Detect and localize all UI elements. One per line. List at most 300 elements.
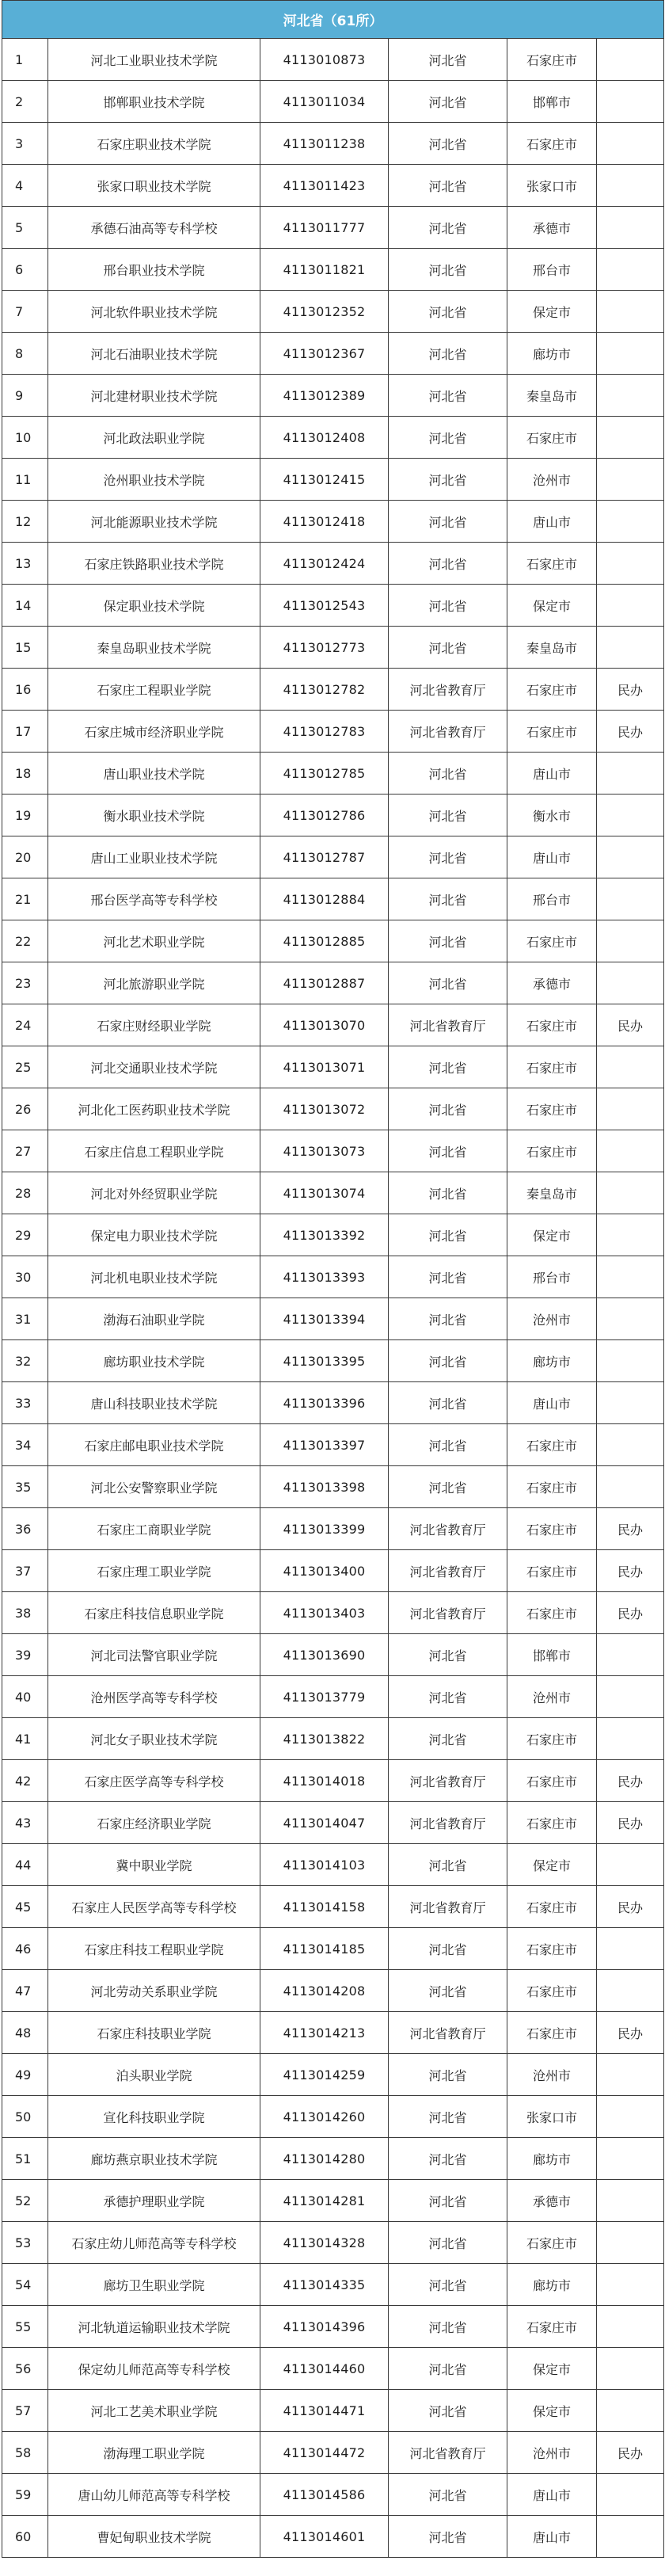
row-number: 54 xyxy=(2,2264,48,2306)
school-name: 石家庄财经职业学院 xyxy=(48,1004,260,1046)
school-code: 4113014471 xyxy=(260,2390,389,2432)
school-code: 4113012415 xyxy=(260,459,389,501)
city: 石家庄市 xyxy=(507,1970,597,2012)
school-code: 4113012884 xyxy=(260,878,389,920)
table-row xyxy=(2,1046,664,1088)
school-name: 邢台职业技术学院 xyxy=(48,249,260,291)
table-row xyxy=(2,375,664,417)
note xyxy=(597,543,664,585)
row-number: 20 xyxy=(2,836,48,878)
city: 保定市 xyxy=(507,585,597,627)
note: 民办 xyxy=(597,1760,664,1802)
city: 唐山市 xyxy=(507,501,597,543)
city: 石家庄市 xyxy=(507,39,597,81)
note xyxy=(597,165,664,207)
school-name: 河北艺术职业学院 xyxy=(48,920,260,962)
city: 石家庄市 xyxy=(507,2306,597,2348)
row-number: 41 xyxy=(2,1718,48,1760)
note xyxy=(597,2222,664,2264)
school-name: 石家庄理工职业学院 xyxy=(48,1550,260,1592)
school-code: 4113011238 xyxy=(260,123,389,165)
authority: 河北省 xyxy=(389,165,507,207)
note xyxy=(597,1298,664,1340)
table-row xyxy=(2,1088,664,1130)
note xyxy=(597,1928,664,1970)
row-number: 1 xyxy=(2,39,48,81)
row-number: 22 xyxy=(2,920,48,962)
table-row xyxy=(2,249,664,291)
city: 邢台市 xyxy=(507,249,597,291)
table-row xyxy=(2,501,664,543)
authority: 河北省 xyxy=(389,2474,507,2516)
table-row xyxy=(2,2180,664,2222)
city: 唐山市 xyxy=(507,836,597,878)
table-row xyxy=(2,165,664,207)
note xyxy=(597,1256,664,1298)
row-number: 40 xyxy=(2,1676,48,1718)
city: 唐山市 xyxy=(507,1382,597,1424)
authority: 河北省 xyxy=(389,2138,507,2180)
school-name: 沧州职业技术学院 xyxy=(48,459,260,501)
row-number: 49 xyxy=(2,2054,48,2096)
school-name: 承德护理职业学院 xyxy=(48,2180,260,2222)
table-row xyxy=(2,1004,664,1046)
authority: 河北省 xyxy=(389,1172,507,1214)
authority: 河北省教育厅 xyxy=(389,1760,507,1802)
note: 民办 xyxy=(597,711,664,753)
school-name: 河北软件职业技术学院 xyxy=(48,291,260,333)
city: 张家口市 xyxy=(507,2096,597,2138)
row-number: 16 xyxy=(2,669,48,711)
authority: 河北省 xyxy=(389,1466,507,1508)
authority: 河北省教育厅 xyxy=(389,2432,507,2474)
city: 邯郸市 xyxy=(507,1634,597,1676)
row-number: 12 xyxy=(2,501,48,543)
note xyxy=(597,501,664,543)
table-row xyxy=(2,1886,664,1928)
city: 沧州市 xyxy=(507,459,597,501)
note xyxy=(597,1844,664,1886)
school-name: 石家庄铁路职业技术学院 xyxy=(48,543,260,585)
authority: 河北省 xyxy=(389,1970,507,2012)
authority: 河北省 xyxy=(389,2306,507,2348)
note: 民办 xyxy=(597,1508,664,1550)
note xyxy=(597,920,664,962)
note xyxy=(597,962,664,1004)
city: 秦皇岛市 xyxy=(507,1172,597,1214)
row-number: 14 xyxy=(2,585,48,627)
table-row xyxy=(2,1172,664,1214)
school-name: 河北工艺美术职业学院 xyxy=(48,2390,260,2432)
school-code: 4113014460 xyxy=(260,2348,389,2390)
table-row xyxy=(2,459,664,501)
school-code: 4113014328 xyxy=(260,2222,389,2264)
school-code: 4113014185 xyxy=(260,1928,389,1970)
table-row xyxy=(2,39,664,81)
row-number: 37 xyxy=(2,1550,48,1592)
table-title-row xyxy=(2,1,664,39)
note xyxy=(597,2516,664,2558)
row-number: 27 xyxy=(2,1130,48,1172)
city: 廊坊市 xyxy=(507,2264,597,2306)
authority: 河北省 xyxy=(389,2096,507,2138)
note: 民办 xyxy=(597,1004,664,1046)
row-number: 58 xyxy=(2,2432,48,2474)
note xyxy=(597,1046,664,1088)
school-code: 4113014103 xyxy=(260,1844,389,1886)
authority: 河北省 xyxy=(389,1088,507,1130)
school-code: 4113012787 xyxy=(260,836,389,878)
universities-table-container xyxy=(2,0,663,2558)
school-name: 廊坊职业技术学院 xyxy=(48,1340,260,1382)
note xyxy=(597,2474,664,2516)
city: 石家庄市 xyxy=(507,1466,597,1508)
table-row xyxy=(2,1550,664,1592)
row-number: 19 xyxy=(2,795,48,836)
city: 唐山市 xyxy=(507,2516,597,2558)
row-number: 43 xyxy=(2,1802,48,1844)
city: 保定市 xyxy=(507,2390,597,2432)
table-row xyxy=(2,2012,664,2054)
school-code: 4113012408 xyxy=(260,417,389,459)
note: 民办 xyxy=(597,669,664,711)
row-number: 47 xyxy=(2,1970,48,2012)
note xyxy=(597,753,664,795)
authority: 河北省 xyxy=(389,543,507,585)
school-name: 河北女子职业技术学院 xyxy=(48,1718,260,1760)
school-name: 河北司法警官职业学院 xyxy=(48,1634,260,1676)
city: 邯郸市 xyxy=(507,81,597,123)
table-row xyxy=(2,1802,664,1844)
note xyxy=(597,2390,664,2432)
authority: 河北省 xyxy=(389,207,507,249)
city: 邢台市 xyxy=(507,878,597,920)
table-row xyxy=(2,585,664,627)
table-row xyxy=(2,1298,664,1340)
note xyxy=(597,1172,664,1214)
authority: 河北省 xyxy=(389,962,507,1004)
note: 民办 xyxy=(597,1802,664,1844)
authority: 河北省 xyxy=(389,459,507,501)
row-number: 36 xyxy=(2,1508,48,1550)
school-name: 河北政法职业学院 xyxy=(48,417,260,459)
school-code: 4113014208 xyxy=(260,1970,389,2012)
city: 唐山市 xyxy=(507,2474,597,2516)
school-code: 4113013395 xyxy=(260,1340,389,1382)
authority: 河北省 xyxy=(389,333,507,375)
row-number: 30 xyxy=(2,1256,48,1298)
school-name: 衡水职业技术学院 xyxy=(48,795,260,836)
row-number: 11 xyxy=(2,459,48,501)
authority: 河北省 xyxy=(389,417,507,459)
note: 民办 xyxy=(597,1550,664,1592)
table-row xyxy=(2,1634,664,1676)
school-code: 4113013399 xyxy=(260,1508,389,1550)
school-code: 4113013822 xyxy=(260,1718,389,1760)
row-number: 21 xyxy=(2,878,48,920)
school-name: 廊坊燕京职业技术学院 xyxy=(48,2138,260,2180)
table-row xyxy=(2,1928,664,1970)
school-name: 保定幼儿师范高等专科学校 xyxy=(48,2348,260,2390)
school-name: 石家庄职业技术学院 xyxy=(48,123,260,165)
note xyxy=(597,207,664,249)
note: 民办 xyxy=(597,2012,664,2054)
school-name: 廊坊卫生职业学院 xyxy=(48,2264,260,2306)
school-code: 4113014213 xyxy=(260,2012,389,2054)
school-name: 河北工业职业技术学院 xyxy=(48,39,260,81)
authority: 河北省教育厅 xyxy=(389,1004,507,1046)
row-number: 59 xyxy=(2,2474,48,2516)
school-name: 渤海石油职业学院 xyxy=(48,1298,260,1340)
school-code: 4113014158 xyxy=(260,1886,389,1928)
school-name: 邯郸职业技术学院 xyxy=(48,81,260,123)
city: 石家庄市 xyxy=(507,1088,597,1130)
table-row xyxy=(2,836,664,878)
table-body xyxy=(2,39,664,2558)
row-number: 2 xyxy=(2,81,48,123)
note xyxy=(597,1970,664,2012)
authority: 河北省教育厅 xyxy=(389,1592,507,1634)
school-code: 4113012782 xyxy=(260,669,389,711)
authority: 河北省 xyxy=(389,1340,507,1382)
city: 廊坊市 xyxy=(507,333,597,375)
authority: 河北省 xyxy=(389,1046,507,1088)
school-code: 4113013074 xyxy=(260,1172,389,1214)
city: 承德市 xyxy=(507,2180,597,2222)
note xyxy=(597,39,664,81)
authority: 河北省 xyxy=(389,2222,507,2264)
note xyxy=(597,375,664,417)
school-code: 4113013396 xyxy=(260,1382,389,1424)
note xyxy=(597,249,664,291)
school-code: 4113013073 xyxy=(260,1130,389,1172)
school-code: 4113011034 xyxy=(260,81,389,123)
table-row xyxy=(2,920,664,962)
row-number: 48 xyxy=(2,2012,48,2054)
row-number: 38 xyxy=(2,1592,48,1634)
table-row xyxy=(2,2348,664,2390)
school-code: 4113013070 xyxy=(260,1004,389,1046)
authority: 河北省 xyxy=(389,1130,507,1172)
school-name: 张家口职业技术学院 xyxy=(48,165,260,207)
authority: 河北省 xyxy=(389,291,507,333)
authority: 河北省教育厅 xyxy=(389,1550,507,1592)
table-row xyxy=(2,753,664,795)
school-name: 石家庄工程职业学院 xyxy=(48,669,260,711)
authority: 河北省 xyxy=(389,836,507,878)
table-row xyxy=(2,543,664,585)
table-row xyxy=(2,1592,664,1634)
table-row xyxy=(2,962,664,1004)
school-code: 4113011777 xyxy=(260,207,389,249)
school-name: 石家庄工商职业学院 xyxy=(48,1508,260,1550)
city: 石家庄市 xyxy=(507,1550,597,1592)
authority: 河北省 xyxy=(389,2348,507,2390)
school-code: 4113012786 xyxy=(260,795,389,836)
school-code: 4113014586 xyxy=(260,2474,389,2516)
school-code: 4113011821 xyxy=(260,249,389,291)
school-name: 宣化科技职业学院 xyxy=(48,2096,260,2138)
row-number: 46 xyxy=(2,1928,48,1970)
row-number: 18 xyxy=(2,753,48,795)
table-row xyxy=(2,2306,664,2348)
school-name: 石家庄邮电职业技术学院 xyxy=(48,1424,260,1466)
school-code: 4113014280 xyxy=(260,2138,389,2180)
row-number: 44 xyxy=(2,1844,48,1886)
note xyxy=(597,1634,664,1676)
city: 石家庄市 xyxy=(507,2222,597,2264)
city: 石家庄市 xyxy=(507,1508,597,1550)
authority: 河北省教育厅 xyxy=(389,1802,507,1844)
authority: 河北省 xyxy=(389,2264,507,2306)
authority: 河北省 xyxy=(389,375,507,417)
city: 石家庄市 xyxy=(507,920,597,962)
school-code: 4113013397 xyxy=(260,1424,389,1466)
authority: 河北省 xyxy=(389,2180,507,2222)
table-row xyxy=(2,2138,664,2180)
note xyxy=(597,878,664,920)
table-row xyxy=(2,1424,664,1466)
school-code: 4113012367 xyxy=(260,333,389,375)
city: 石家庄市 xyxy=(507,2012,597,2054)
row-number: 39 xyxy=(2,1634,48,1676)
city: 保定市 xyxy=(507,1844,597,1886)
school-code: 4113013398 xyxy=(260,1466,389,1508)
note xyxy=(597,1214,664,1256)
row-number: 23 xyxy=(2,962,48,1004)
school-name: 沧州医学高等专科学校 xyxy=(48,1676,260,1718)
school-name: 保定职业技术学院 xyxy=(48,585,260,627)
note xyxy=(597,1130,664,1172)
table-row xyxy=(2,2222,664,2264)
school-code: 4113013071 xyxy=(260,1046,389,1088)
universities-table xyxy=(2,0,664,2558)
school-name: 石家庄科技职业学院 xyxy=(48,2012,260,2054)
table-row xyxy=(2,1130,664,1172)
authority: 河北省 xyxy=(389,795,507,836)
authority: 河北省 xyxy=(389,1718,507,1760)
city: 张家口市 xyxy=(507,165,597,207)
row-number: 25 xyxy=(2,1046,48,1088)
note xyxy=(597,123,664,165)
table-row xyxy=(2,333,664,375)
note xyxy=(597,2138,664,2180)
school-name: 石家庄信息工程职业学院 xyxy=(48,1130,260,1172)
authority: 河北省 xyxy=(389,81,507,123)
authority: 河北省 xyxy=(389,2054,507,2096)
row-number: 5 xyxy=(2,207,48,249)
authority: 河北省 xyxy=(389,39,507,81)
authority: 河北省 xyxy=(389,1382,507,1424)
school-name: 秦皇岛职业技术学院 xyxy=(48,627,260,669)
row-number: 60 xyxy=(2,2516,48,2558)
table-row xyxy=(2,2516,664,2558)
school-name: 石家庄幼儿师范高等专科学校 xyxy=(48,2222,260,2264)
school-name: 冀中职业学院 xyxy=(48,1844,260,1886)
school-name: 石家庄医学高等专科学校 xyxy=(48,1760,260,1802)
row-number: 56 xyxy=(2,2348,48,2390)
school-name: 泊头职业学院 xyxy=(48,2054,260,2096)
city: 廊坊市 xyxy=(507,2138,597,2180)
note: 民办 xyxy=(597,1592,664,1634)
school-code: 4113013779 xyxy=(260,1676,389,1718)
authority: 河北省 xyxy=(389,2390,507,2432)
school-name: 唐山职业技术学院 xyxy=(48,753,260,795)
school-code: 4113012543 xyxy=(260,585,389,627)
authority: 河北省 xyxy=(389,753,507,795)
school-name: 石家庄人民医学高等专科学校 xyxy=(48,1886,260,1928)
note: 民办 xyxy=(597,2432,664,2474)
note xyxy=(597,459,664,501)
table-row xyxy=(2,1508,664,1550)
table-row xyxy=(2,81,664,123)
table-row xyxy=(2,1466,664,1508)
note xyxy=(597,1466,664,1508)
row-number: 9 xyxy=(2,375,48,417)
note xyxy=(597,1088,664,1130)
authority: 河北省 xyxy=(389,878,507,920)
school-code: 4113013403 xyxy=(260,1592,389,1634)
city: 石家庄市 xyxy=(507,543,597,585)
school-code: 4113014018 xyxy=(260,1760,389,1802)
city: 石家庄市 xyxy=(507,1424,597,1466)
school-name: 邢台医学高等专科学校 xyxy=(48,878,260,920)
school-code: 4113012887 xyxy=(260,962,389,1004)
school-code: 4113013394 xyxy=(260,1298,389,1340)
row-number: 29 xyxy=(2,1214,48,1256)
school-name: 保定电力职业技术学院 xyxy=(48,1214,260,1256)
authority: 河北省教育厅 xyxy=(389,711,507,753)
school-name: 河北轨道运输职业技术学院 xyxy=(48,2306,260,2348)
school-name: 河北石油职业技术学院 xyxy=(48,333,260,375)
city: 承德市 xyxy=(507,962,597,1004)
school-code: 4113012785 xyxy=(260,753,389,795)
city: 唐山市 xyxy=(507,753,597,795)
row-number: 45 xyxy=(2,1886,48,1928)
city: 石家庄市 xyxy=(507,1928,597,1970)
school-name: 唐山工业职业技术学院 xyxy=(48,836,260,878)
table-row xyxy=(2,1340,664,1382)
row-number: 51 xyxy=(2,2138,48,2180)
authority: 河北省 xyxy=(389,1844,507,1886)
school-code: 4113014259 xyxy=(260,2054,389,2096)
city: 廊坊市 xyxy=(507,1340,597,1382)
row-number: 31 xyxy=(2,1298,48,1340)
note xyxy=(597,585,664,627)
school-code: 4113014047 xyxy=(260,1802,389,1844)
row-number: 3 xyxy=(2,123,48,165)
note xyxy=(597,291,664,333)
table-row xyxy=(2,1844,664,1886)
row-number: 33 xyxy=(2,1382,48,1424)
city: 石家庄市 xyxy=(507,123,597,165)
authority: 河北省 xyxy=(389,920,507,962)
school-code: 4113012773 xyxy=(260,627,389,669)
school-code: 4113012783 xyxy=(260,711,389,753)
note xyxy=(597,1718,664,1760)
table-row xyxy=(2,1760,664,1802)
school-code: 4113014472 xyxy=(260,2432,389,2474)
row-number: 50 xyxy=(2,2096,48,2138)
row-number: 4 xyxy=(2,165,48,207)
authority: 河北省 xyxy=(389,585,507,627)
city: 沧州市 xyxy=(507,2054,597,2096)
row-number: 57 xyxy=(2,2390,48,2432)
note xyxy=(597,836,664,878)
note xyxy=(597,81,664,123)
city: 保定市 xyxy=(507,291,597,333)
table-title: 河北省（61所） xyxy=(2,1,664,39)
